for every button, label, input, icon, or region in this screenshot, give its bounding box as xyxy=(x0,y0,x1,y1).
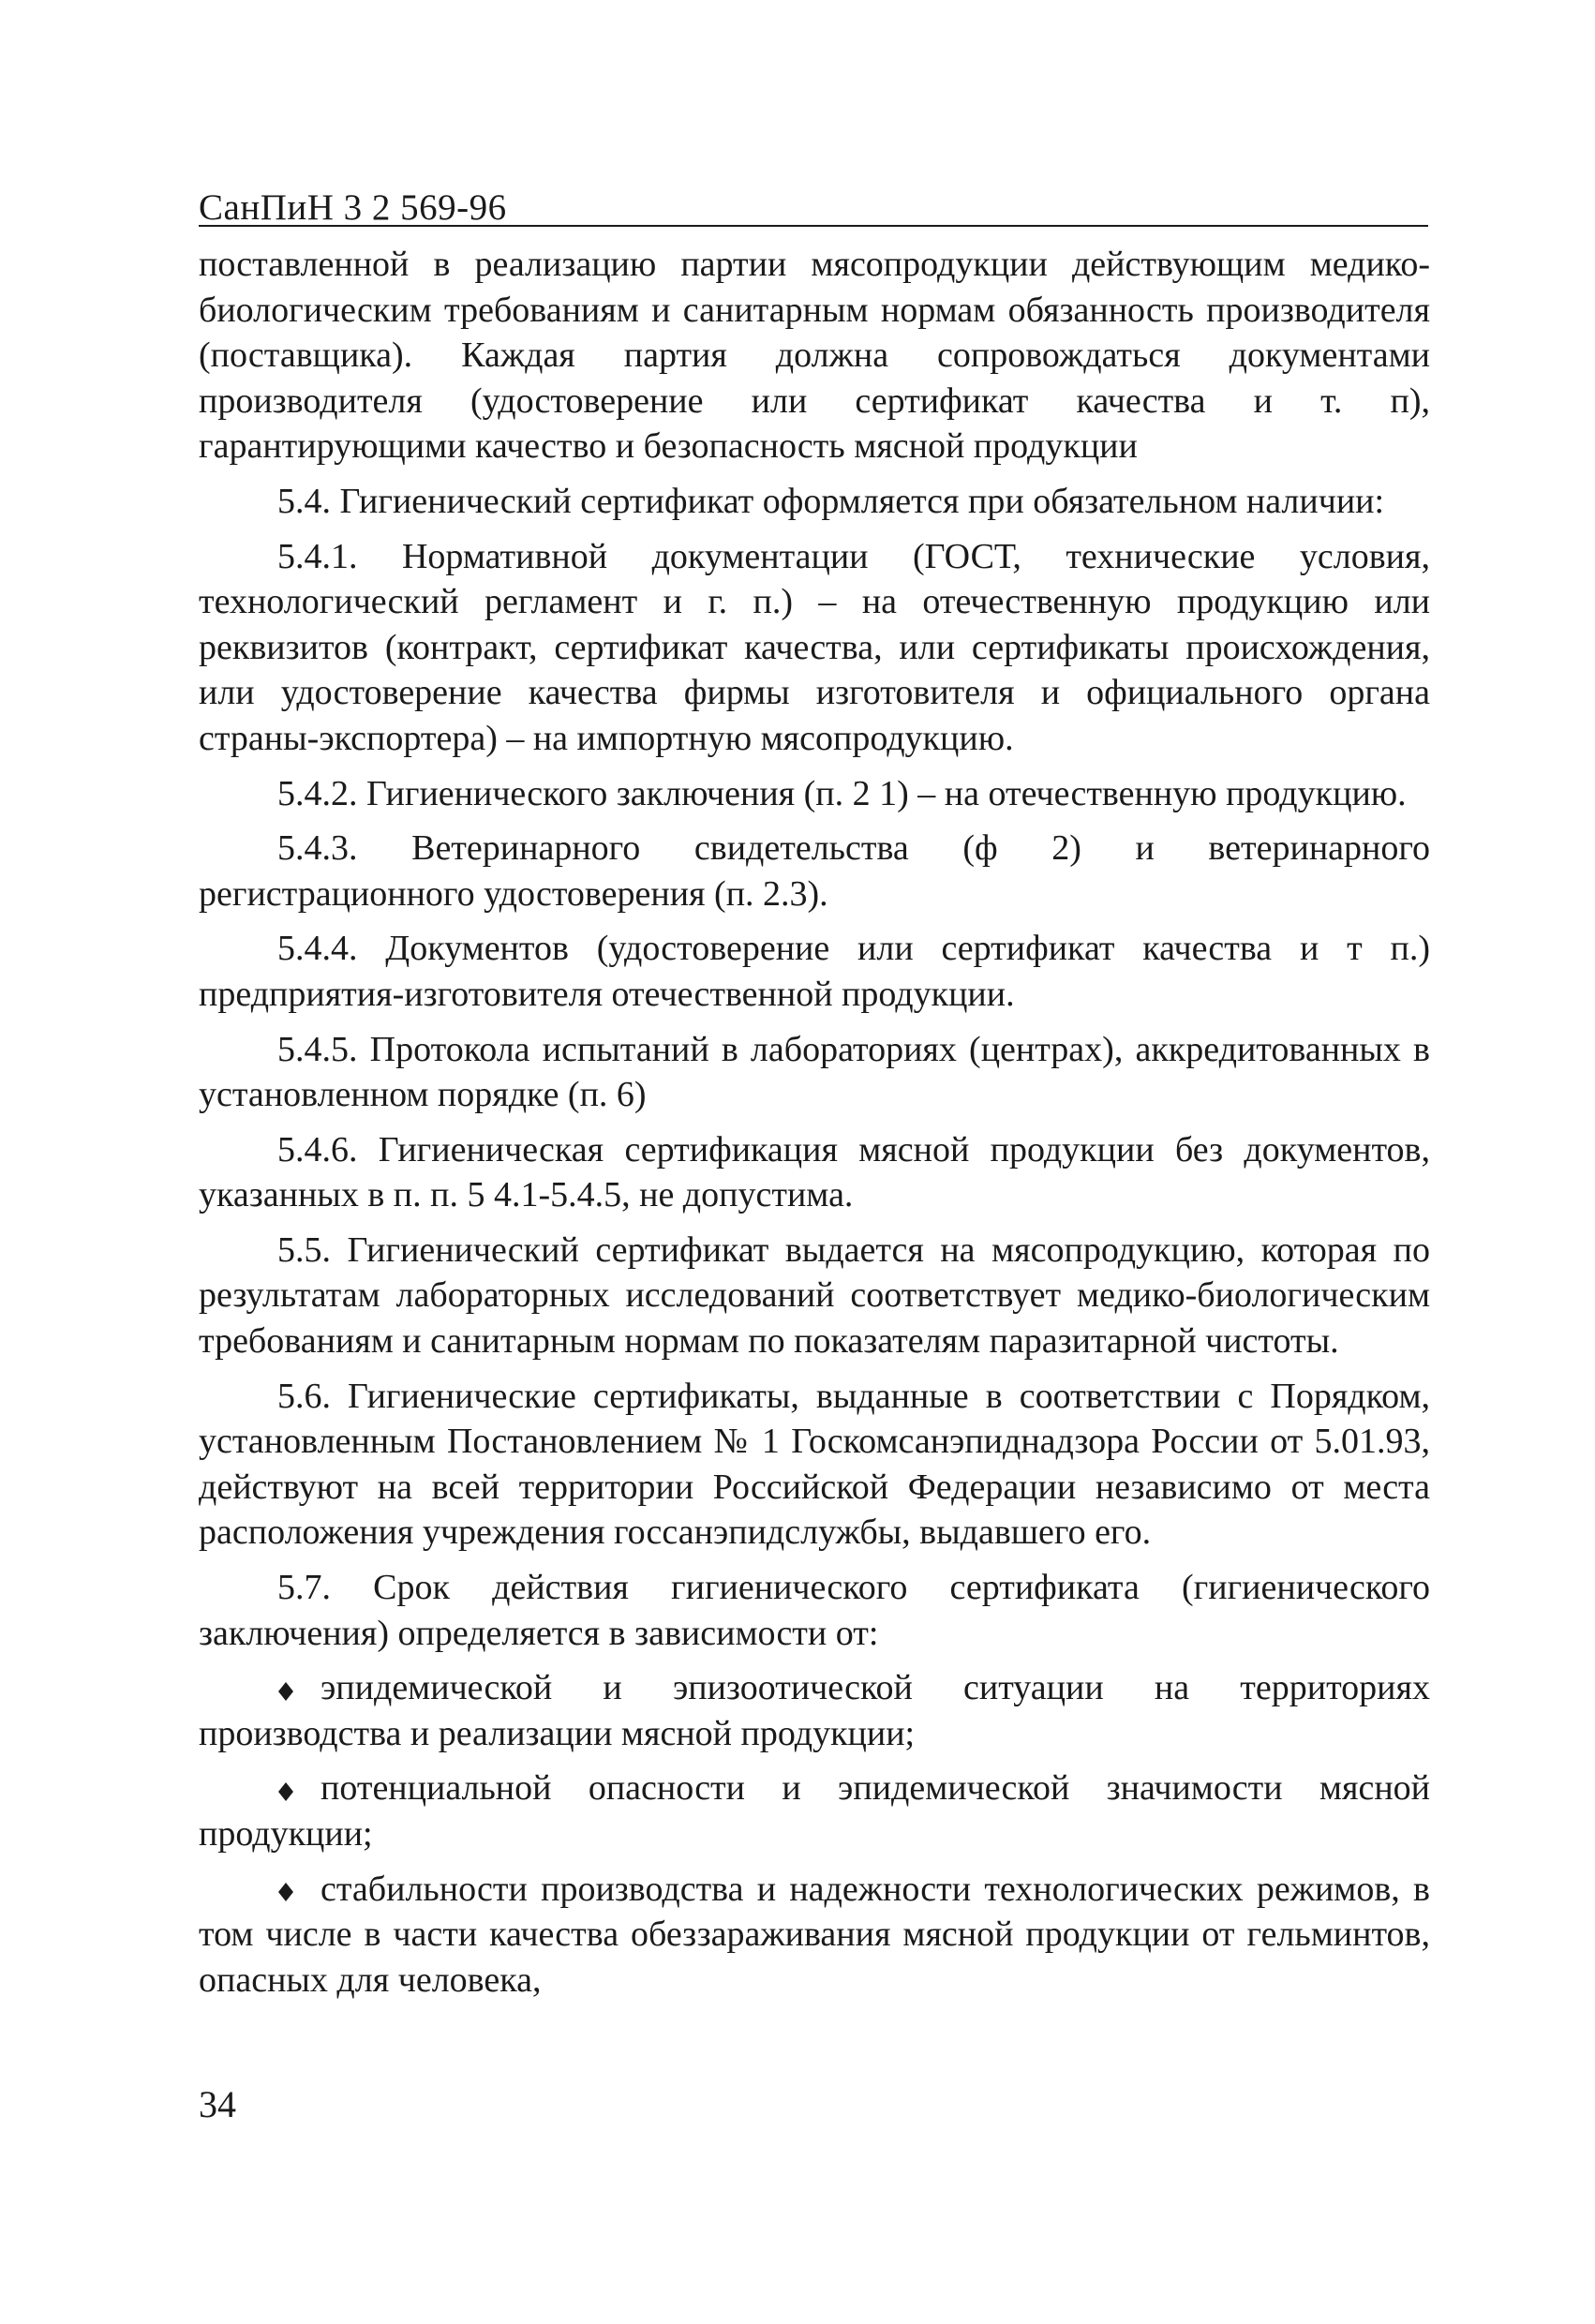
diamond-bullet-icon xyxy=(277,1867,296,1913)
paragraph-5-4-5: 5.4.5. Протокола испытаний в лабораториях (центрах), аккредитованных в установленном порядке (п. 6) xyxy=(199,1029,1430,1115)
paragraph-5-4: 5.4. Гигиенический сертификат оформляется при обязательном наличии: xyxy=(277,481,1385,521)
diamond-bullet-icon xyxy=(277,1765,296,1811)
header-rule xyxy=(199,225,1428,227)
paragraph-5-4-3: 5.4.3. Ветеринарного свидетельства (ф 2) и ветеринарного регистрационного удостоверения (п. 2.3). xyxy=(199,828,1430,914)
bullet-item xyxy=(199,1665,1430,1756)
bullet-text: стабильности производства и надежности технологических режимов, в том числе в части качества обеззараживания мясной продукции от гельминтов, опасных для человека, xyxy=(199,1869,1430,2000)
diamond-bullet-icon xyxy=(277,1665,296,1711)
bullet-item xyxy=(199,1765,1430,1856)
bullet-text: потенциальной опасности и эпидемической значимости мясной продукции; xyxy=(199,1768,1430,1854)
paragraph-5-7: 5.7. Срок действия гигиенического сертификата (гигиенического заключения) определяется в зависимости от: xyxy=(199,1568,1430,1653)
paragraph-5-4-2: 5.4.2. Гигиенического заключения (п. 2 1) – на отечественную продукцию. xyxy=(277,773,1407,813)
paragraph-continuation: поставленной в реализацию партии мясопродукции действующим медико-биологическим требованиям и санитарным нормам обязанность производителя (поставщика). Каждая партия должна сопровождаться документами производителя (удостоверение или сертификат качества и т. п), гарантирующими качество и безопасность мясной продукции xyxy=(199,245,1430,467)
paragraph-5-4-4: 5.4.4. Документов (удостоверение или сертификат качества и т п.) предприятия-изготовителя отечественной продукции. xyxy=(199,929,1430,1014)
paragraph-5-4-1: 5.4.1. Нормативной документации (ГОСТ, технические условия, технологический регламент и г. п.) – на отечественную продукцию или реквизитов (контракт, сертификат качества, или сертификаты происхождения, или удостоверение качества фирмы изготовителя и официального органа страны-экспортера) – на импортную мясопродукцию. xyxy=(199,536,1430,758)
bullet-text: эпидемической и эпизоотической ситуации на территориях производства и реализации мясной продукции; xyxy=(199,1668,1430,1753)
document-body xyxy=(199,242,1430,2012)
paragraph-5-4-6: 5.4.6. Гигиеническая сертификация мясной продукции без документов, указанных в п. п. 5 4.1-5.4.5, не допустима. xyxy=(199,1129,1430,1215)
page-number: 34 xyxy=(199,2083,236,2125)
paragraph-5-6: 5.6. Гигиенические сертификаты, выданные в соответствии с Порядком, установленным Постановлением № 1 Госкомсанэпиднадзора России от 5.01.93, действуют на всей территории Российской Федерации независимо от места расположения учреждения госсанэпидслужбы, выдавшего его. xyxy=(199,1376,1430,1553)
paragraph-5-5: 5.5. Гигиенический сертификат выдается на мясопродукцию, которая по результатам лабораторных исследований соответствует медико-биологическим требованиям и санитарным нормам по показателям паразитарной чистоты. xyxy=(199,1229,1430,1362)
bullet-item xyxy=(199,1867,1430,2004)
running-header: СанПиН 3 2 569-96 xyxy=(199,187,507,228)
